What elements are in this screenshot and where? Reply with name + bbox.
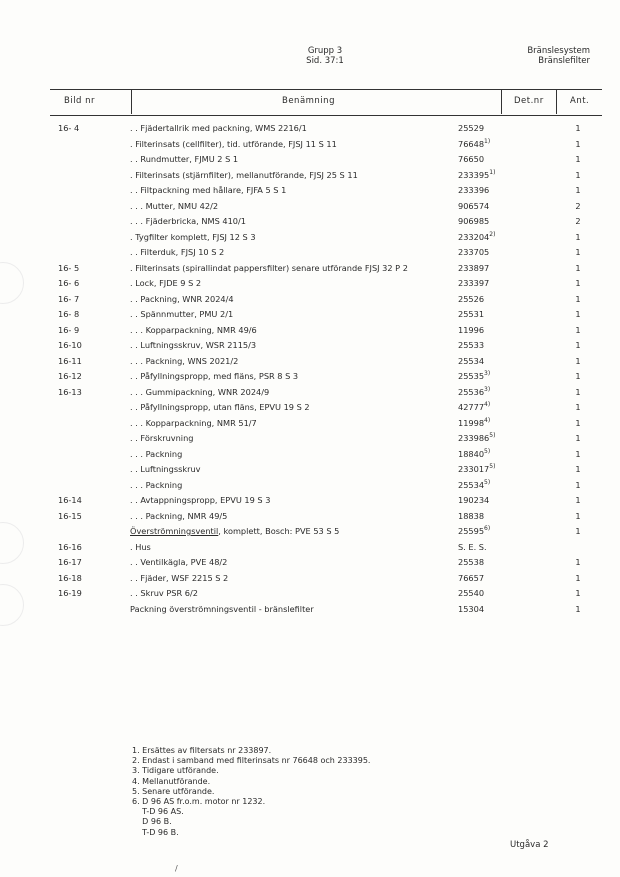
cell-bild-nr: 16- 7 (58, 293, 80, 304)
cell-ant: 1 (575, 309, 581, 319)
table-row (50, 555, 602, 571)
cell-ant: 1 (575, 355, 581, 366)
cell-bild-nr: 16- 5 (58, 262, 80, 273)
column-header-ant: Ant. (570, 96, 590, 106)
cell-benamning-text: , komplett, Bosch: PVE 53 S 5 (218, 526, 340, 536)
cell-ant: 1 (575, 324, 581, 335)
cell-ant: 1 (575, 464, 581, 474)
table-row (50, 338, 602, 354)
cell-benamning (130, 261, 408, 277)
cell-bild-nr: 16- 6 (58, 278, 80, 288)
table-row (50, 524, 602, 540)
subsystem-label: Bränslefilter (538, 56, 590, 66)
cell-det-nr (458, 152, 538, 168)
cell-bild-nr: 16- 4 (58, 123, 80, 133)
cell-det-nr (458, 354, 538, 370)
cell-ant: 1 (575, 417, 581, 428)
det-nr-value: 25535 (458, 371, 485, 381)
cell-det-nr (458, 524, 538, 540)
det-nr-value: 233204 (458, 231, 490, 242)
cell-ant: 1 (575, 479, 581, 490)
cell-benamning (130, 509, 227, 525)
det-nr-value: 76650 (458, 154, 485, 164)
cell-bild-nr: 16-17 (58, 557, 82, 567)
cell-benamning-text: . . Luftningsskruv, WSR 2115/3 (130, 340, 257, 350)
table-row (50, 261, 602, 277)
cell-ant: 2 (575, 200, 581, 211)
cell-det-nr (458, 555, 538, 571)
cell-benamning (130, 447, 182, 463)
cell-det-nr (458, 230, 538, 246)
cell-benamning (130, 276, 201, 292)
cell-benamning-text: . . . Packning (130, 448, 183, 459)
det-nr-value: S. E. S. (458, 541, 487, 552)
cell-det-nr (458, 571, 538, 587)
det-nr-value: 18840 (458, 448, 485, 459)
cell-benamning-text: . . Skruv PSR 6/2 (130, 588, 198, 598)
cell-benamning-text: . . . Mutter, NMU 42/2 (130, 200, 219, 211)
table-row (50, 168, 602, 184)
column-header-bild: Bild nr (64, 96, 96, 106)
cell-benamning-text: Packning överströmningsventil - bränslefilter (130, 603, 314, 614)
cell-bild-nr: 16-11 (58, 355, 82, 366)
cell-benamning-text: . . Filterduk, FJSJ 10 S 2 (130, 247, 225, 257)
det-nr-value: 233017 (458, 464, 490, 474)
cell-benamning (130, 245, 224, 261)
cell-det-nr (458, 493, 538, 509)
cell-benamning (130, 400, 310, 416)
cell-ant: 1 (575, 588, 581, 598)
cell-det-nr (458, 261, 538, 277)
cell-bild-nr: 16- 9 (58, 324, 80, 335)
table-row (50, 183, 602, 199)
cell-benamning (130, 524, 339, 540)
det-nr-value: 25534 (458, 355, 485, 366)
footnote-line: 4. Mellanutförande. (132, 776, 211, 786)
cell-ant: 1 (575, 138, 581, 149)
cell-det-nr (458, 245, 538, 261)
cell-benamning (130, 586, 198, 602)
cell-det-nr (458, 214, 538, 230)
cell-ant: 1 (575, 371, 581, 381)
det-nr-value: 25534 (458, 479, 485, 490)
cell-bild-nr: 16-16 (58, 541, 82, 552)
cell-benamning-text: . . Rundmutter, FJMU 2 S 1 (130, 154, 239, 164)
cell-ant: 1 (575, 185, 581, 195)
footnote-ref: 4) (484, 416, 491, 424)
table-row (50, 245, 602, 261)
cell-benamning-text: . . . Kopparpackning, NMR 51/7 (130, 417, 257, 428)
cell-bild-nr: 16-13 (58, 386, 82, 397)
cell-bild-nr: 16-19 (58, 588, 82, 598)
table-row (50, 462, 602, 478)
table-row (50, 431, 602, 447)
cell-benamning (130, 478, 182, 494)
cell-benamning (130, 416, 257, 432)
cell-bild-nr: 16-14 (58, 495, 82, 505)
cell-det-nr (458, 400, 538, 416)
footnote-line: 2. Endast i samband med filterinsats nr 76648 och 233395. (132, 756, 371, 766)
table-row (50, 137, 602, 153)
cell-ant: 1 (575, 293, 581, 304)
parts-table-body (50, 121, 602, 617)
footnote-line: 5. Senare utförande. (132, 786, 215, 796)
det-nr-value: 233897 (458, 262, 490, 273)
cell-bild-nr: 16-18 (58, 572, 82, 583)
cell-benamning-text: . . Spännmutter, PMU 2/1 (130, 309, 234, 319)
footnote-ref: 1) (489, 168, 496, 176)
cell-benamning (130, 230, 256, 246)
cell-benamning-text: . . Luftningsskruv (130, 464, 201, 474)
cell-ant: 1 (575, 572, 581, 583)
det-nr-value: 18838 (458, 510, 485, 521)
column-header-det: Det.nr (514, 96, 544, 106)
footnote-ref: 6) (484, 525, 491, 532)
cell-benamning (130, 555, 227, 571)
cell-det-nr (458, 540, 538, 556)
cell-ant: 1 (575, 402, 581, 412)
column-divider (556, 89, 557, 114)
cell-benamning (130, 137, 337, 153)
column-divider (501, 89, 502, 114)
cell-benamning-text: . Filterinsats (spirallindat pappersfilter) senare utförande FJSJ 32 P 2 (130, 262, 408, 273)
cell-det-nr (458, 431, 538, 447)
cell-benamning (130, 152, 238, 168)
cell-benamning-text: . . Avtappningspropp, EPVU 19 S 3 (130, 495, 271, 505)
cell-ant: 1 (575, 433, 581, 443)
cell-benamning-text: . . . Packning, NMR 49/5 (130, 510, 228, 521)
cell-benamning (130, 354, 238, 370)
edition-label: Utgåva 2 (510, 840, 549, 850)
cell-benamning-heading: Överströmningsventil (130, 526, 219, 536)
cell-det-nr (458, 338, 538, 354)
table-row (50, 400, 602, 416)
cell-det-nr (458, 183, 538, 199)
table-row (50, 276, 602, 292)
cell-det-nr (458, 369, 538, 385)
cell-benamning-text: . . Förskruvning (130, 433, 194, 443)
column-header-benamning: Benämning (282, 96, 335, 106)
det-nr-value: 233395 (458, 169, 490, 180)
table-row (50, 385, 602, 401)
det-nr-value: 906985 (458, 216, 490, 226)
cell-benamning-text: . . . Packning (130, 479, 183, 490)
punch-hole (0, 584, 24, 626)
cell-ant: 1 (575, 169, 581, 180)
footnote-ref: 3) (484, 385, 491, 393)
cell-benamning-text: . Lock, FJDE 9 S 2 (130, 278, 202, 288)
table-row (50, 214, 602, 230)
det-nr-value: 11998 (458, 417, 485, 428)
cell-ant: 1 (575, 278, 581, 288)
cell-ant: 1 (575, 262, 581, 273)
cell-benamning (130, 214, 246, 230)
header-system-block (527, 46, 590, 66)
table-row (50, 571, 602, 587)
det-nr-value: 25529 (458, 123, 485, 133)
det-nr-value: 233396 (458, 185, 490, 195)
cell-det-nr (458, 307, 538, 323)
system-label: Bränslesystem (527, 46, 590, 56)
cell-benamning-text: . Filterinsats (cellfilter), tid. utförande, FJSJ 11 S 11 (130, 138, 337, 149)
cell-bild-nr: 16- 8 (58, 309, 80, 319)
cell-benamning (130, 602, 314, 618)
cell-benamning-text: . . Filtpackning med hållare, FJFA 5 S 1 (130, 185, 287, 195)
cell-ant: 2 (575, 216, 581, 226)
table-row (50, 478, 602, 494)
cell-det-nr (458, 168, 538, 184)
page-number: Sid. 37:1 (306, 56, 344, 66)
table-row (50, 493, 602, 509)
column-divider (131, 89, 132, 114)
table-row (50, 354, 602, 370)
table-row (50, 152, 602, 168)
cell-ant: 1 (575, 495, 581, 505)
cell-ant: 1 (575, 510, 581, 521)
cell-det-nr (458, 292, 538, 308)
cell-benamning-text: . . . Gummipackning, WNR 2024/9 (130, 386, 270, 397)
table-row (50, 602, 602, 618)
cell-det-nr (458, 199, 538, 215)
cell-ant: 1 (575, 386, 581, 397)
cell-bild-nr: 16-10 (58, 340, 82, 350)
cell-det-nr (458, 447, 538, 463)
table-row (50, 447, 602, 463)
det-nr-value: 233397 (458, 278, 490, 288)
cell-det-nr (458, 462, 538, 478)
footnote-line: T-D 96 AS. (132, 807, 184, 817)
footnote-ref: 5) (484, 447, 491, 455)
cell-benamning-text: . . . Fjäderbricka, NMS 410/1 (130, 216, 246, 226)
punch-hole (0, 262, 24, 304)
cell-benamning-text: . . . Kopparpackning, NMR 49/6 (130, 324, 257, 335)
footnote-line: 1. Ersättes av filtersats nr 233897. (132, 746, 272, 755)
group-label: Grupp 3 (307, 46, 343, 56)
cell-ant: 1 (575, 557, 581, 567)
table-row (50, 416, 602, 432)
cell-benamning (130, 493, 270, 509)
header-group-block (270, 46, 380, 66)
cell-benamning-text: . . Påfyllningspropp, utan fläns, EPVU 19 S 2 (130, 402, 310, 412)
footnote-ref: 5) (484, 478, 491, 486)
cell-bild-nr: 16-15 (58, 510, 82, 521)
cell-benamning-text: . Filterinsats (stjärnfilter), mellanutförande, FJSJ 25 S 11 (130, 169, 358, 180)
cell-det-nr (458, 276, 538, 292)
page-mark: / (175, 864, 178, 873)
cell-benamning (130, 121, 307, 137)
cell-ant: 1 (575, 247, 581, 257)
det-nr-value: 11996 (458, 324, 485, 335)
cell-benamning (130, 292, 234, 308)
cell-benamning-text: . . Packning, WNR 2024/4 (130, 293, 234, 304)
det-nr-value: 25538 (458, 557, 485, 567)
det-nr-value: 190234 (458, 495, 490, 505)
det-nr-value: 25531 (458, 309, 485, 319)
cell-det-nr (458, 602, 538, 618)
table-row (50, 292, 602, 308)
det-nr-value: 25536 (458, 386, 485, 397)
table-row (50, 586, 602, 602)
footnote-line: D 96 B. (132, 817, 172, 827)
det-nr-value: 25595 (458, 526, 485, 536)
footnote-ref: 5) (489, 463, 496, 470)
cell-benamning (130, 307, 233, 323)
det-nr-value: 76648 (458, 138, 485, 149)
footnote-ref: 3) (484, 370, 491, 377)
footnote-ref: 2) (489, 230, 496, 238)
cell-benamning (130, 462, 201, 478)
cell-det-nr (458, 416, 538, 432)
cell-benamning-text: . . Fjäder, WSF 2215 S 2 (130, 572, 229, 583)
cell-benamning (130, 338, 256, 354)
det-nr-value: 25540 (458, 588, 485, 598)
cell-det-nr (458, 385, 538, 401)
table-row (50, 230, 602, 246)
cell-benamning-text: . Hus (130, 541, 151, 552)
footnote-ref: 4) (484, 401, 491, 408)
cell-benamning-text: . Tygfilter komplett, FJSJ 12 S 3 (130, 231, 256, 242)
cell-ant: 1 (575, 603, 581, 614)
cell-det-nr (458, 586, 538, 602)
cell-benamning-text: . . Ventilkägla, PVE 48/2 (130, 557, 228, 567)
det-nr-value: 233705 (458, 247, 490, 257)
table-row (50, 199, 602, 215)
cell-ant: 1 (575, 123, 581, 133)
footnote-ref: 1) (484, 137, 491, 145)
cell-det-nr (458, 137, 538, 153)
table-row (50, 369, 602, 385)
det-nr-value: 906574 (458, 200, 490, 211)
cell-ant: 1 (575, 154, 581, 164)
det-nr-value: 25533 (458, 340, 485, 350)
cell-det-nr (458, 509, 538, 525)
cell-benamning-text: . . Fjädertallrik med packning, WMS 2216/1 (130, 123, 307, 133)
cell-benamning-text: . . . Packning, WNS 2021/2 (130, 355, 239, 366)
cell-benamning (130, 168, 358, 184)
cell-benamning (130, 369, 298, 385)
det-nr-value: 233986 (458, 433, 490, 443)
cell-det-nr (458, 478, 538, 494)
punch-hole (0, 522, 24, 564)
det-nr-value: 76657 (458, 572, 485, 583)
table-row (50, 121, 602, 137)
det-nr-value: 15304 (458, 603, 485, 614)
det-nr-value: 25526 (458, 293, 485, 304)
footnote-line: 3. Tidigare utförande. (132, 766, 219, 776)
footnotes (132, 746, 370, 838)
cell-benamning (130, 431, 193, 447)
cell-ant: 1 (575, 231, 581, 242)
cell-benamning (130, 571, 228, 587)
cell-benamning (130, 385, 269, 401)
table-row (50, 509, 602, 525)
cell-ant: 1 (575, 340, 581, 350)
cell-benamning (130, 183, 286, 199)
table-row (50, 540, 602, 556)
cell-ant: 1 (575, 448, 581, 459)
cell-benamning (130, 323, 257, 339)
table-row (50, 323, 602, 339)
cell-ant: 1 (575, 526, 581, 536)
cell-det-nr (458, 323, 538, 339)
det-nr-value: 42777 (458, 402, 485, 412)
cell-det-nr (458, 121, 538, 137)
cell-benamning (130, 199, 218, 215)
cell-bild-nr: 16-12 (58, 371, 82, 381)
footnote-line: T-D 96 B. (132, 827, 179, 837)
table-row (50, 307, 602, 323)
footnote-ref: 5) (489, 432, 496, 439)
footnote-line: 6. D 96 AS fr.o.m. motor nr 1232. (132, 797, 266, 807)
cell-benamning (130, 540, 151, 556)
cell-benamning-text: . . Påfyllningspropp, med fläns, PSR 8 S 3 (130, 371, 299, 381)
